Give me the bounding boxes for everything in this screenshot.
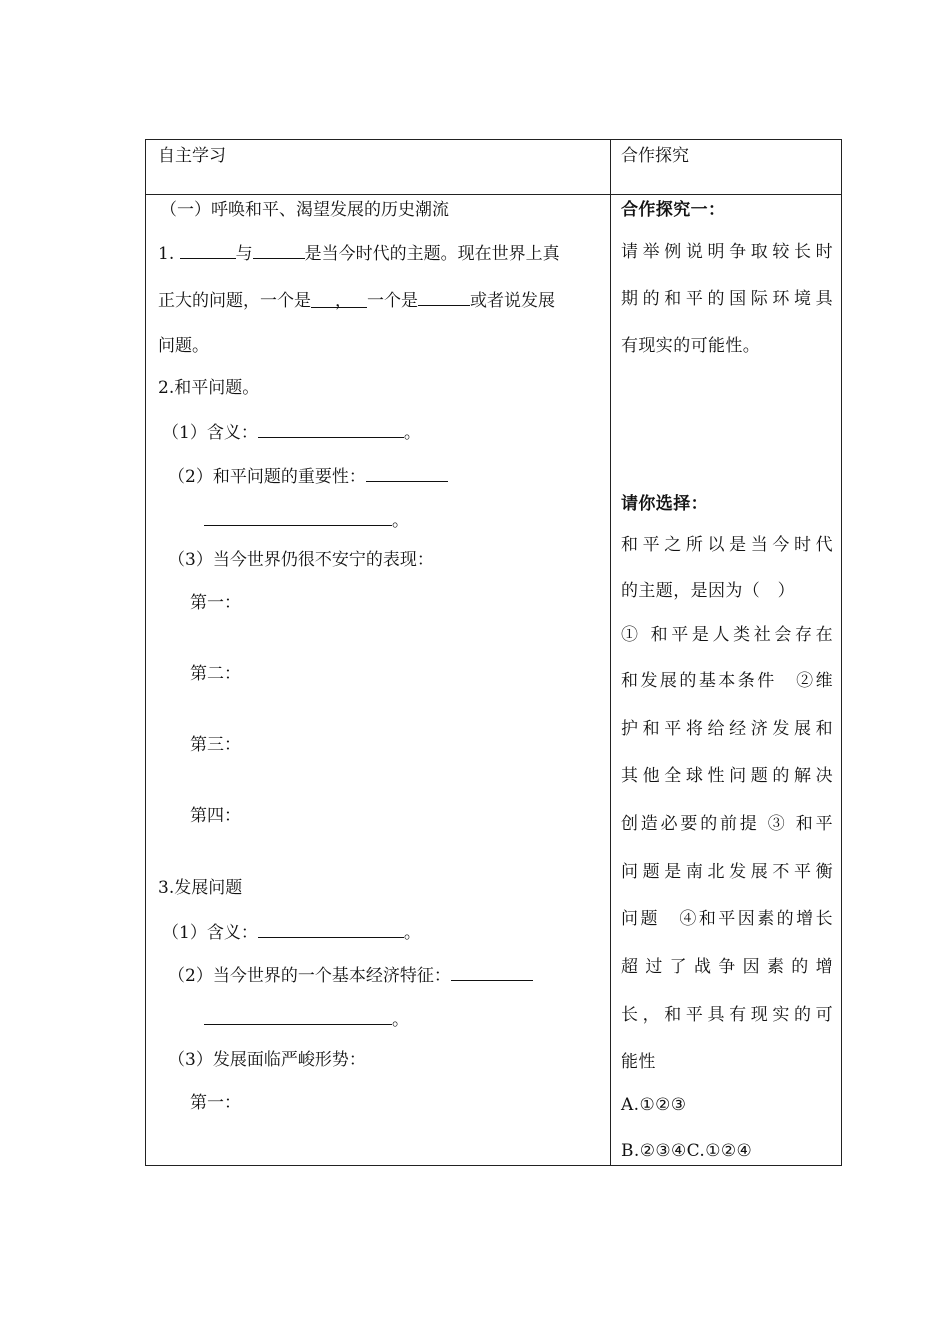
question-1-line-2 <box>158 288 555 312</box>
section1-title: （一）呼唤和平、渴望发展的历史潮流 <box>160 200 449 220</box>
item-first: 第一： <box>190 593 241 613</box>
explore-line-2: 期的和平的国际环境具 <box>621 289 833 309</box>
blank-field[interactable] <box>258 920 404 938</box>
choice-line-12: 能性 <box>621 1052 656 1072</box>
blank-field[interactable] <box>258 420 404 438</box>
question-2-3: （3）当今世界仍很不安宁的表现： <box>168 550 434 570</box>
question-2-2 <box>168 464 448 488</box>
q3-2-label: （2）当今世界的一个基本经济特征： <box>168 966 451 986</box>
right-column-header: 合作探究 <box>621 146 689 166</box>
question-3-2 <box>168 963 533 987</box>
q1-text-a: 是当今时代的主题。现在世界上真 <box>304 244 560 264</box>
header-divider <box>146 194 841 195</box>
choice-line-7: 创造必要的前提 ③ 和平 <box>621 814 833 834</box>
blank-field[interactable] <box>311 290 367 311</box>
question-1-line-1 <box>158 241 560 265</box>
blank-field[interactable] <box>418 288 470 306</box>
option-a: A.①②③ <box>621 1095 687 1115</box>
choice-line-9: 问题 ④和平因素的增长 <box>621 909 833 929</box>
question-2-2-cont <box>204 508 409 532</box>
q1-prefix: 1. <box>158 244 180 264</box>
column-divider <box>610 140 611 1165</box>
q1-and: 与 <box>235 244 253 264</box>
q1-text-b3: 或者说发展 <box>470 291 555 311</box>
question-3-3: （3）发展面临严峻形势： <box>168 1050 366 1070</box>
question-3-1 <box>162 920 421 944</box>
choice-line-3: ① 和平是人类社会存在 <box>621 625 833 645</box>
blank-field[interactable] <box>180 241 236 259</box>
question-3-2-cont <box>204 1007 409 1031</box>
explore-line-1: 请举例说明争取较长时 <box>621 242 833 262</box>
left-column-header: 自主学习 <box>158 146 226 166</box>
q1-text-b1: 正大的问题，一个是 <box>158 291 311 311</box>
blank-field[interactable] <box>366 464 448 482</box>
q3-item-first: 第一： <box>190 1093 241 1113</box>
choice-line-5: 护和平将给经济发展和 <box>621 719 833 739</box>
blank-field[interactable] <box>253 241 305 259</box>
blank-field[interactable] <box>204 1007 392 1025</box>
choice-line-10: 超过了战争因素的增 <box>621 957 833 977</box>
explore-title: 合作探究一： <box>621 200 726 220</box>
item-third: 第三： <box>190 735 241 755</box>
option-b-c: B.②③④C.①②④ <box>621 1141 753 1161</box>
q1-text-b2: 一个是 <box>367 291 418 311</box>
choose-title: 请你选择： <box>621 494 708 514</box>
explore-line-3: 有现实的可能性。 <box>621 336 761 356</box>
q2-2-label: （2）和平问题的重要性： <box>168 467 366 487</box>
q2-1-label: （1）含义： <box>162 423 258 443</box>
q3-2-end: 。 <box>392 1010 409 1030</box>
item-fourth: 第四： <box>190 806 241 826</box>
q3-1-label: （1）含义： <box>162 923 258 943</box>
item-second: 第二： <box>190 664 241 684</box>
question-2-title: 2.和平问题。 <box>158 378 260 398</box>
blank-field[interactable] <box>451 963 533 981</box>
choice-line-6: 其他全球性问题的解决 <box>621 766 833 786</box>
question-2-1 <box>162 420 421 444</box>
choice-line-11: 长，和平具有现实的可 <box>621 1005 833 1025</box>
q2-1-end: 。 <box>403 423 421 443</box>
choice-line-4: 和发展的基本条件 ②维 <box>621 671 833 691</box>
q3-1-end: 。 <box>403 923 421 943</box>
choice-line-2: 的主题，是因为（ ） <box>621 581 795 601</box>
question-3-title: 3.发展问题 <box>158 878 243 898</box>
q2-2-end: 。 <box>392 511 409 531</box>
choice-line-1: 和平之所以是当今时代 <box>621 535 833 555</box>
q1-comma: ， <box>335 291 352 311</box>
blank-field[interactable] <box>204 508 392 526</box>
question-1-line-3: 问题。 <box>158 336 209 356</box>
choice-line-8: 问题是南北发展不平衡 <box>621 862 833 882</box>
